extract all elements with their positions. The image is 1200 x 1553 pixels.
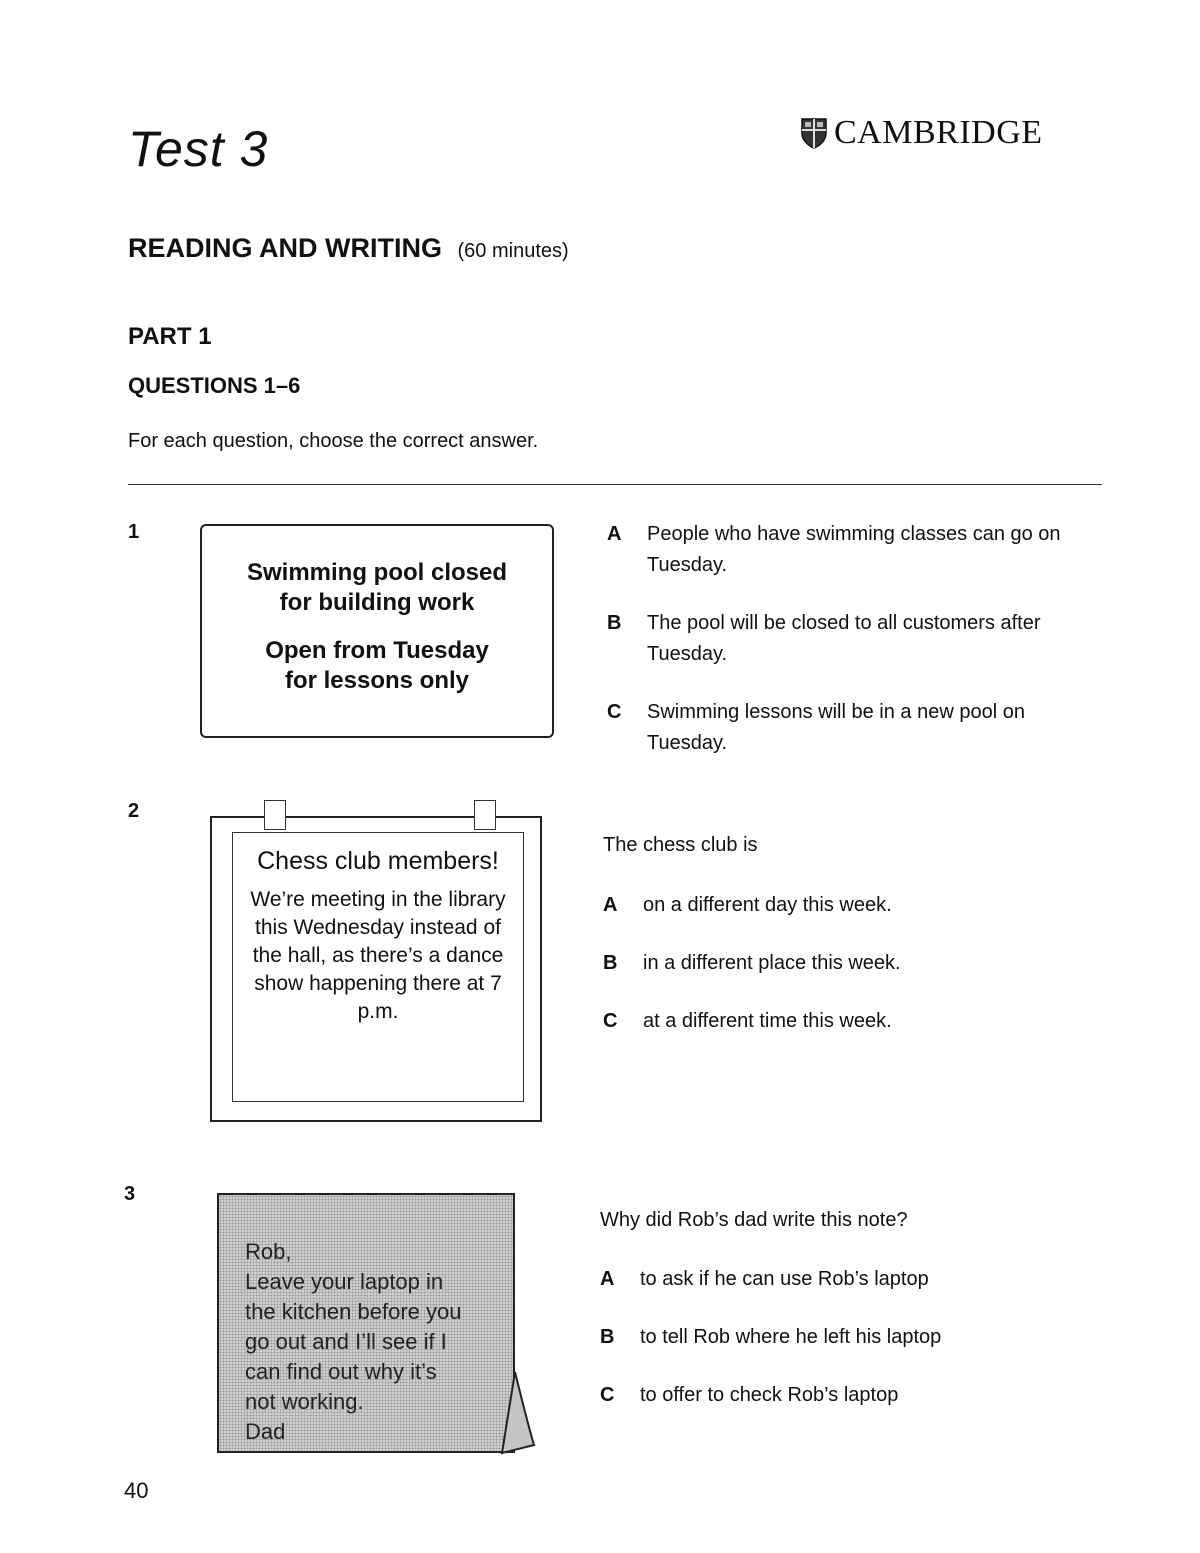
page-number: 40 (124, 1478, 149, 1503)
option-letter: A (600, 1268, 615, 1290)
option-text: to offer to check Rob’s laptop (640, 1384, 899, 1406)
question-3-stem: Why did Rob’s dad write this note? (600, 1209, 908, 1231)
note-line: the kitchen before you (245, 1299, 462, 1324)
tape-tab (474, 800, 496, 830)
option-text: at a different time this week. (643, 1010, 892, 1032)
option-text: to tell Rob where he left his laptop (640, 1326, 942, 1348)
option-text: in a different place this week. (643, 952, 901, 974)
question-2-stem: The chess club is (603, 834, 758, 856)
option-text: Swimming lessons will be in a new pool on Tuesday. (647, 701, 1025, 754)
sign-line: for building work (279, 589, 475, 616)
logo-text: CAMBRIDGE (834, 114, 1043, 151)
question-2-options (603, 890, 1103, 1037)
answer-option[interactable] (600, 1264, 1100, 1295)
note-line: Leave your laptop in (245, 1269, 444, 1294)
answer-option[interactable] (600, 1322, 1100, 1353)
option-letter: B (607, 612, 622, 634)
test-title: Test 3 (128, 121, 269, 177)
note-line: can find out why it’s (245, 1359, 437, 1384)
option-text: People who have swimming classes can go on Tuesday. (647, 523, 1061, 576)
shield-icon (800, 117, 828, 149)
option-letter: C (607, 701, 622, 723)
answer-option[interactable] (607, 608, 1107, 670)
answer-option[interactable] (607, 519, 1107, 581)
section-title (128, 233, 569, 264)
option-text: to ask if he can use Rob’s laptop (640, 1268, 929, 1290)
question-number-3: 3 (124, 1183, 136, 1205)
chess-club-notice-paper (232, 832, 524, 1102)
sign-line: for lessons only (284, 667, 470, 694)
divider (128, 484, 1102, 485)
questions-title: QUESTIONS 1–6 (128, 373, 301, 398)
note-line: not working. (245, 1389, 364, 1414)
section-title-text: READING AND WRITING (128, 233, 442, 263)
notice-body: We’re meeting in the library this Wednesday instead of the hall, as there’s a dance show happening there at 7 p.m. (250, 888, 506, 1023)
note-line: Dad (245, 1419, 286, 1444)
note-line: Rob, (245, 1239, 292, 1264)
question-3-options (600, 1264, 1100, 1411)
section-duration: (60 minutes) (457, 240, 569, 262)
answer-option[interactable] (603, 1006, 1103, 1037)
option-letter: B (600, 1326, 615, 1348)
sign-line: Swimming pool closed (246, 559, 508, 586)
cambridge-logo (800, 114, 1043, 152)
option-letter: C (603, 1010, 618, 1032)
option-letter: B (603, 952, 618, 974)
option-letter: A (607, 523, 622, 545)
question-number-2: 2 (128, 800, 140, 822)
notice-heading: Chess club members! (257, 847, 499, 875)
part-title: PART 1 (128, 323, 212, 350)
option-text: The pool will be closed to all customers after Tuesday. (647, 612, 1041, 665)
note-page-curl (500, 1370, 540, 1455)
question-1-options (607, 519, 1107, 759)
answer-option[interactable] (607, 697, 1107, 759)
tape-tab (264, 800, 286, 830)
handwritten-note (217, 1193, 515, 1453)
note-line: go out and I’ll see if I (245, 1329, 447, 1354)
sign-line: Open from Tuesday (265, 637, 489, 664)
option-letter: A (603, 894, 618, 916)
swimming-pool-sign (200, 524, 554, 738)
option-text: on a different day this week. (643, 894, 892, 916)
answer-option[interactable] (600, 1380, 1100, 1411)
instruction-text: For each question, choose the correct answer. (128, 430, 539, 452)
question-number-1: 1 (128, 521, 140, 543)
answer-option[interactable] (603, 890, 1103, 921)
answer-option[interactable] (603, 948, 1103, 979)
option-letter: C (600, 1384, 615, 1406)
